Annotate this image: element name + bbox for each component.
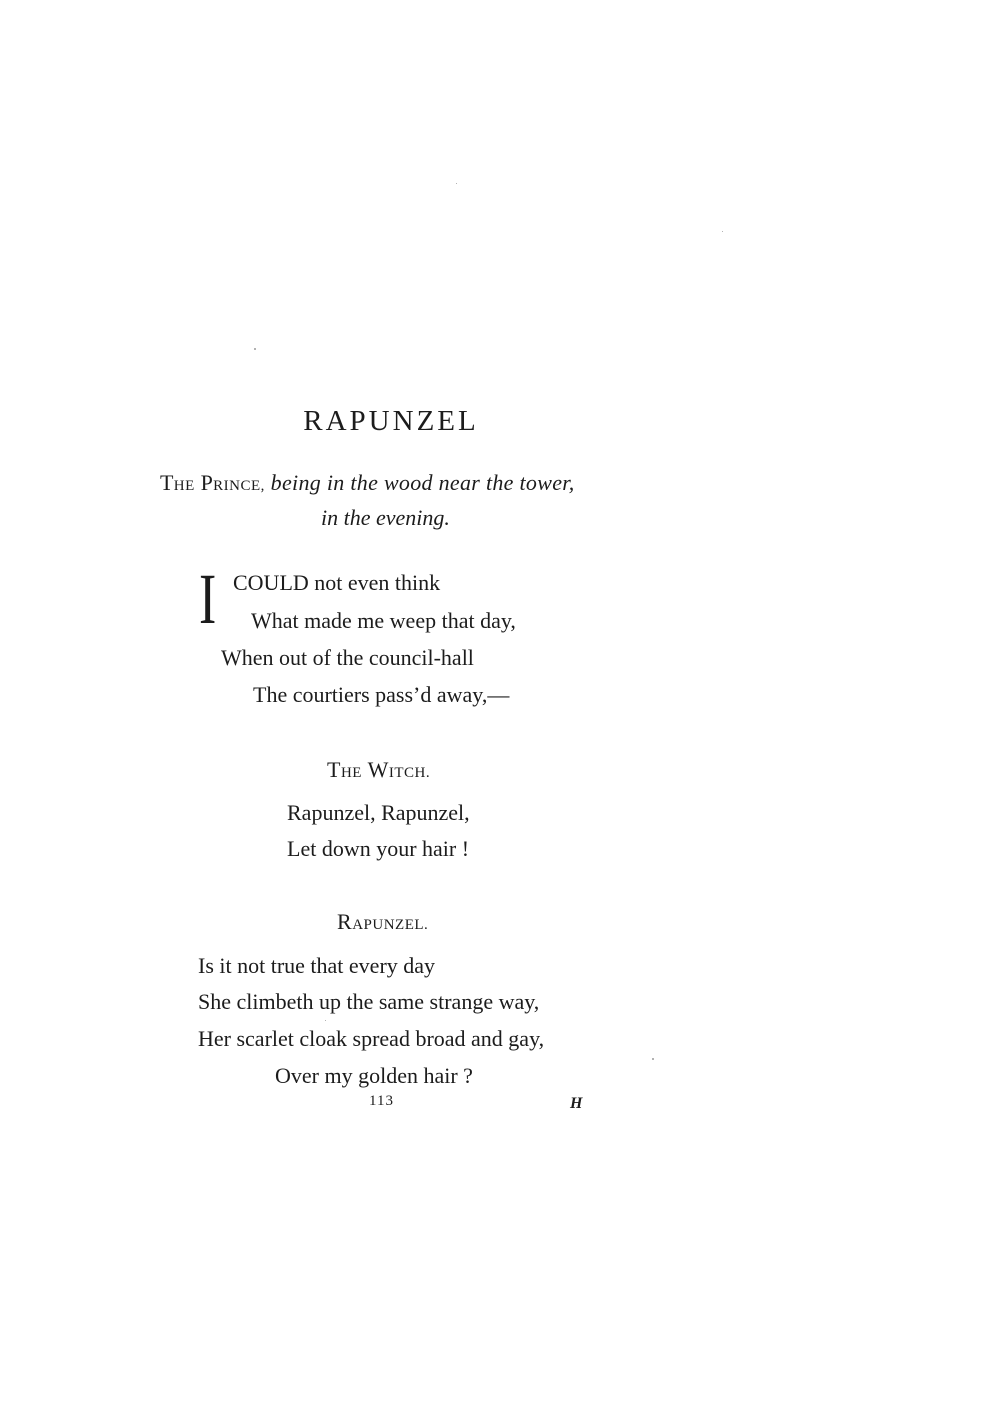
speaker-heading xyxy=(337,909,428,935)
drop-cap: I xyxy=(199,559,217,639)
speaker-smallcaps: ITCH. xyxy=(388,765,431,781)
signature-mark: H xyxy=(570,1095,583,1112)
speaker-initial: T xyxy=(160,470,174,495)
scan-speck xyxy=(254,348,256,350)
speaker-smallcaps: HE xyxy=(340,765,362,781)
speaker-smallcaps: APUNZEL. xyxy=(352,917,429,933)
scan-speck xyxy=(456,183,457,184)
verse-line: Her scarlet cloak spread broad and gay, xyxy=(198,1026,545,1051)
speaker-initial: R xyxy=(337,909,353,934)
verse-line: What made me weep that day, xyxy=(251,608,516,633)
speaker-initial: W xyxy=(367,757,389,782)
speaker-smallcaps: HE xyxy=(173,478,195,494)
stage-direction-line-2: in the evening. xyxy=(321,505,450,530)
scan-speck xyxy=(652,1058,654,1060)
poem-title: RAPUNZEL xyxy=(303,405,479,437)
scan-speck xyxy=(325,1020,326,1021)
verse-line: COULD not even think xyxy=(233,570,441,595)
verse-line: Is it not true that every day xyxy=(198,953,436,978)
scan-speck xyxy=(722,231,723,232)
page-number: 113 xyxy=(369,1093,394,1109)
speaker-heading xyxy=(327,757,430,783)
verse-line: She climbeth up the same strange way, xyxy=(198,989,540,1014)
stage-direction-italic: being in the wood near the tower, xyxy=(270,470,575,495)
verse-line: When out of the council-hall xyxy=(221,645,474,670)
verse-line: Over my golden hair ? xyxy=(275,1063,473,1088)
speaker-initial: T xyxy=(327,757,341,782)
verse-line: Let down your hair ! xyxy=(287,836,470,861)
speaker-smallcaps: RINCE, xyxy=(213,478,265,494)
verse-line: The courtiers pass’d away,— xyxy=(253,682,510,707)
speaker-initial: P xyxy=(200,470,214,495)
verse-line: Rapunzel, Rapunzel, xyxy=(287,800,470,825)
stage-direction-line-1 xyxy=(160,470,575,496)
